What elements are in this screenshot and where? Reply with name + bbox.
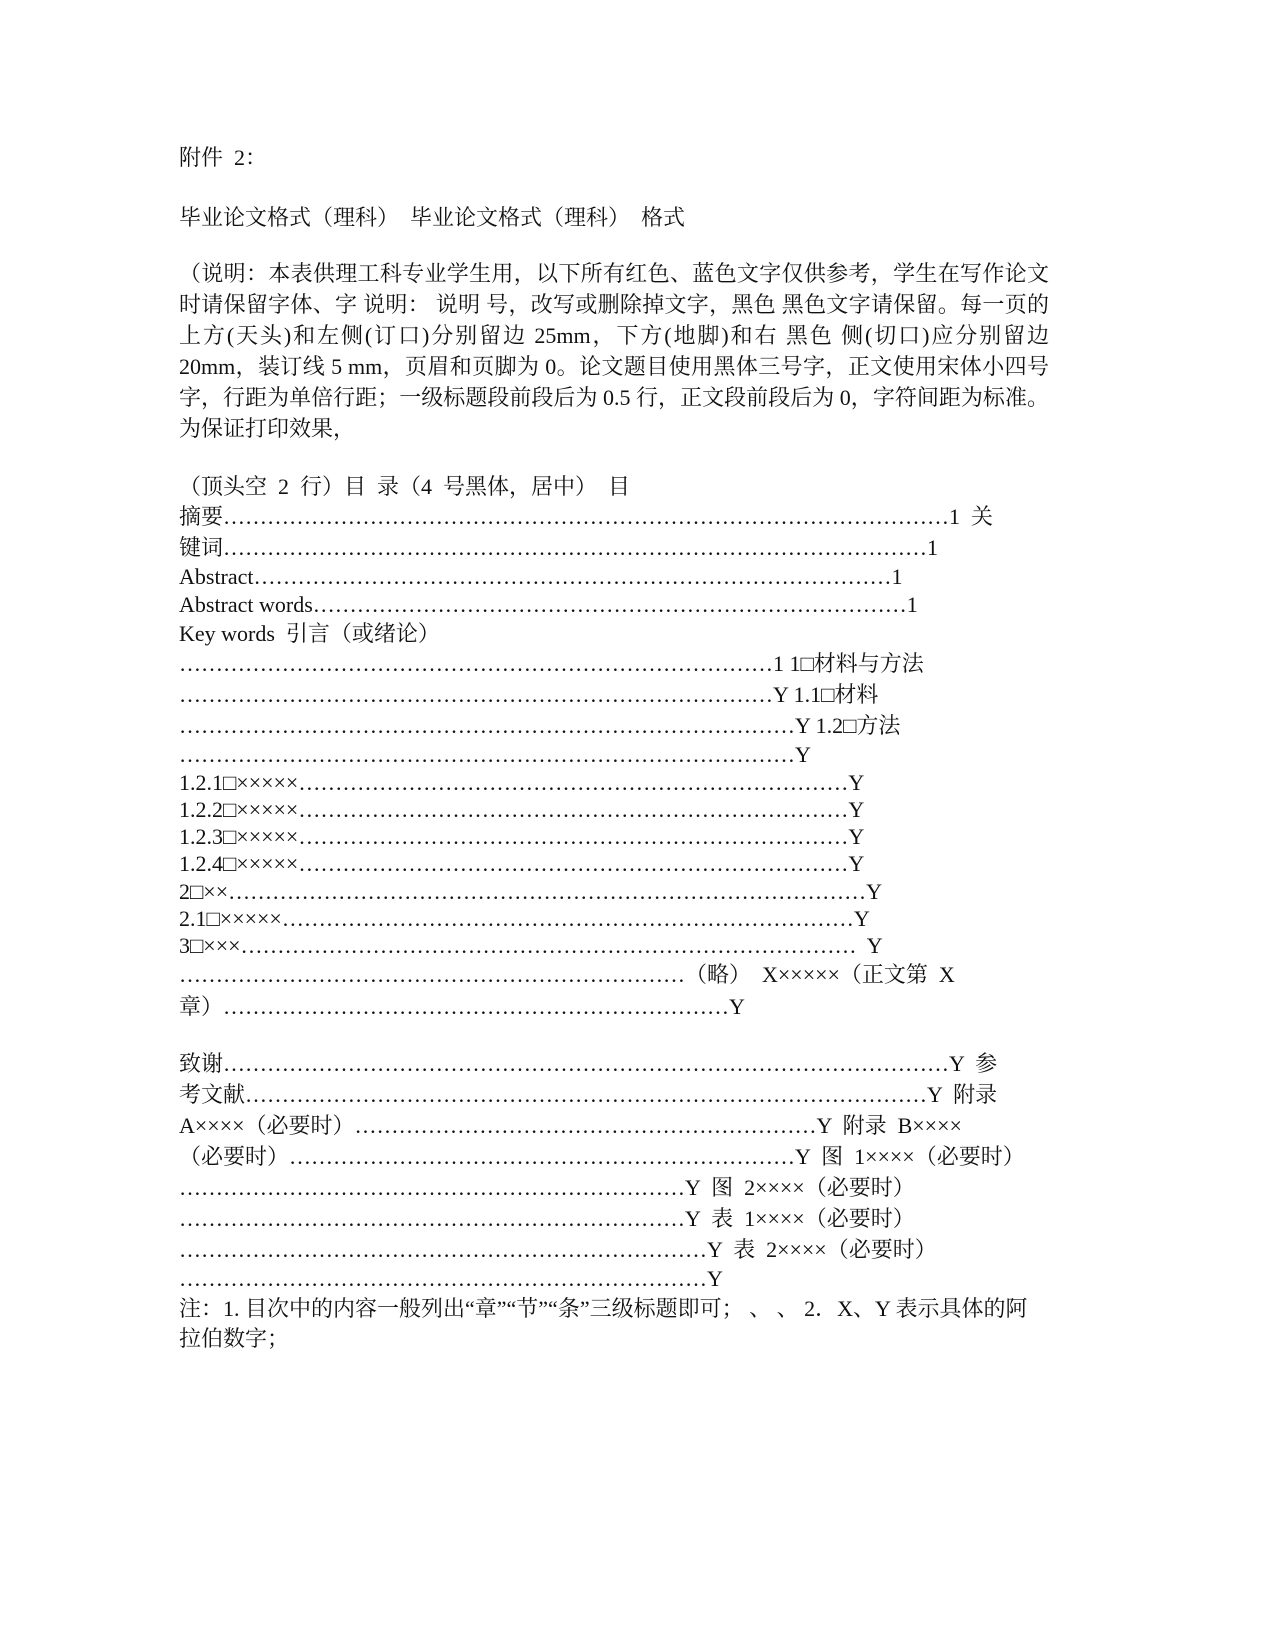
toc-line: 1.2.2□×××××…………………………………………………………………Y bbox=[179, 797, 865, 822]
toc-line: Key words 引言（或绪论） bbox=[179, 621, 440, 646]
toc-line: ……………………………………………………………Y 表 1××××（必要时） bbox=[179, 1206, 915, 1231]
toc-line: 1.2.1□×××××…………………………………………………………………Y bbox=[179, 770, 865, 795]
instructions-paragraph: （说明：本表供理工科专业学生用，以下所有红色、蓝色文字仅供参考，学生在写作论文时请保留字体、字 说明： 说明 号，改写或删除掉文字，黑色 黑色文字请保留。每一页的上方(天头)和左侧(订口)分别留边 25mm，下方(地脚)和右 黑色 侧(切口)应分别留边 20mm，装订线 5 mm，页眉和页脚为 0。论文题目使用黑体三号字，正文使用宋体小四号 字，行距为单倍行距；一级标题段前段后为 0.5 行，正文段前段后为 0，字符间距为标准。为保证打印效果， bbox=[179, 261, 1049, 441]
toc-line: ………………………………………………………………Y 表 2××××（必要时） bbox=[179, 1237, 937, 1262]
toc-line: Abstract words………………………………………………………………………1 bbox=[179, 592, 918, 617]
toc-line: ………………………………………………………………Y bbox=[179, 1266, 723, 1291]
toc-line: 1.2.3□×××××…………………………………………………………………Y bbox=[179, 824, 865, 849]
toc-line: A××××（必要时）………………………………………………………Y 附录 B×××× bbox=[179, 1113, 962, 1138]
toc-line: 2□××……………………………………………………………………………Y bbox=[179, 879, 882, 904]
toc-line: ………………………………………………………………………Y 1.1□材料 bbox=[179, 682, 879, 707]
toc-line: 3□×××………………………………………………………………………… Y bbox=[179, 933, 883, 958]
toc-line: 2.1□×××××……………………………………………………………………Y bbox=[179, 906, 870, 931]
toc-line: 考文献…………………………………………………………………………………Y 附录 bbox=[179, 1082, 998, 1107]
page-title: 毕业论文格式（理科） 毕业论文格式（理科） 格式 bbox=[179, 205, 686, 230]
toc-line: 致谢………………………………………………………………………………………Y 参 bbox=[179, 1051, 998, 1076]
notes-paragraph: 注：1. 目次中的内容一般列出“章”“节”“条”三级标题即可； 、 、 2．X、Y 表示具体的阿拉伯数字； bbox=[179, 1296, 1028, 1351]
toc-heading: （顶头空 2 行）目 录（4 号黑体，居中） 目 bbox=[179, 474, 631, 499]
toc-line: Abstract……………………………………………………………………………1 bbox=[179, 564, 903, 589]
toc-line: …………………………………………………………………………Y 1.2□方法 bbox=[179, 713, 901, 738]
toc-line: 1.2.4□×××××…………………………………………………………………Y bbox=[179, 851, 865, 876]
toc-line: ……………………………………………………………Y 图 2××××（必要时） bbox=[179, 1175, 915, 1200]
toc-line: 摘要………………………………………………………………………………………1 关 bbox=[179, 504, 994, 529]
toc-line: 键词……………………………………………………………………………………1 bbox=[179, 535, 939, 560]
toc-line: （必要时）……………………………………………………………Y 图 1××××（必要时） bbox=[179, 1144, 1025, 1169]
attachment-label: 附件 2： bbox=[179, 145, 268, 170]
toc-line: ………………………………………………………………………1 1□材料与方法 bbox=[179, 651, 924, 676]
toc-line: 章）……………………………………………………………Y bbox=[179, 994, 745, 1019]
toc-line: …………………………………………………………………………Y bbox=[179, 742, 811, 767]
toc-line: ……………………………………………………………（略） X×××××（正文第 X bbox=[179, 962, 955, 987]
